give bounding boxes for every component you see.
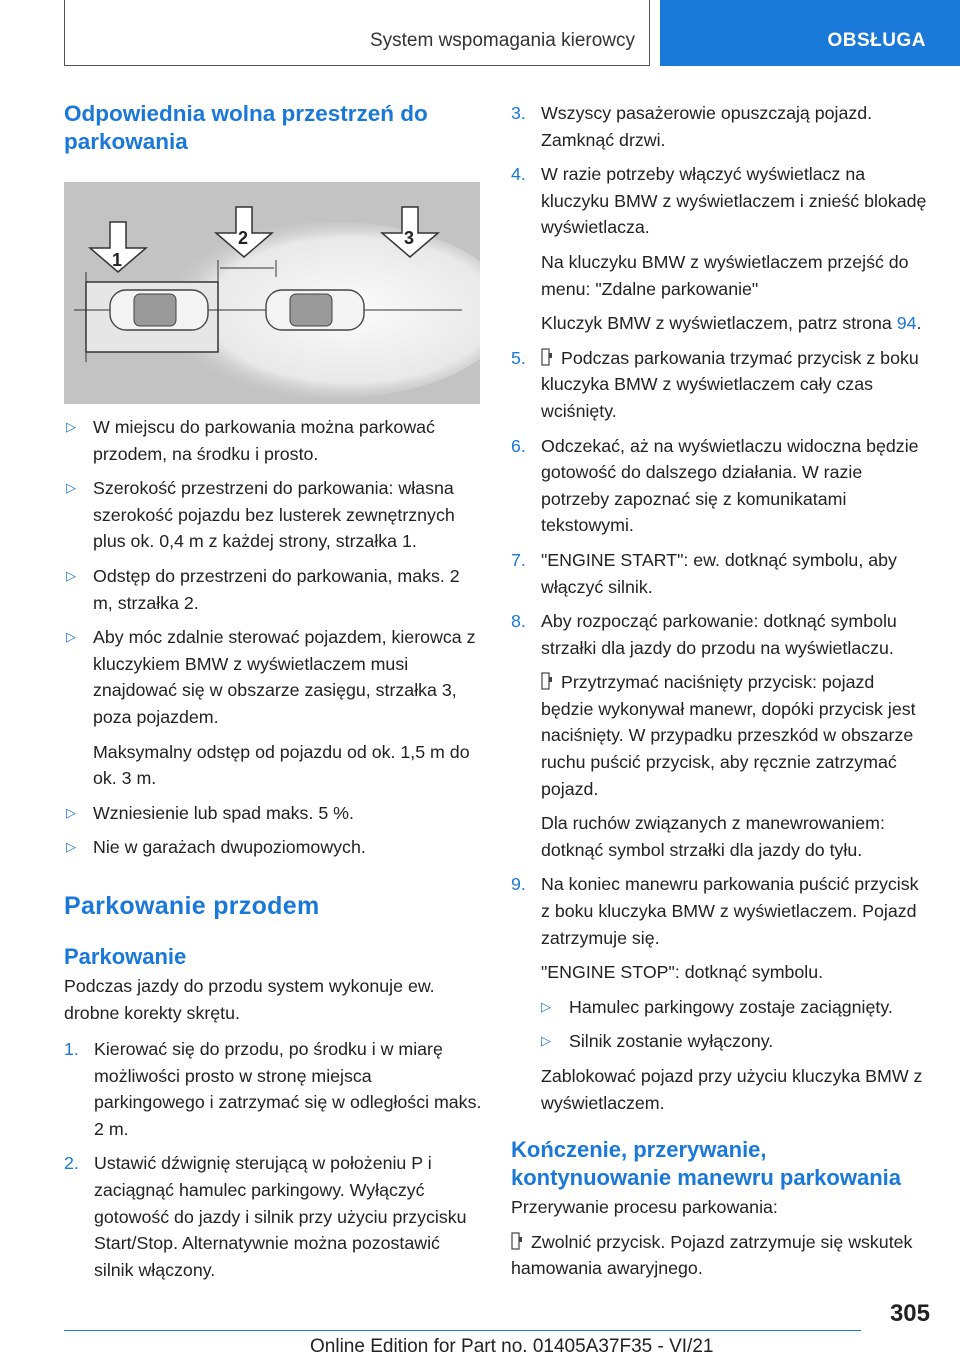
list-item: ▷ Silnik zostanie wyłączony.	[511, 1028, 931, 1055]
car-parked	[110, 290, 208, 330]
key-side-button-icon	[541, 672, 553, 690]
list-item: ▷ Nie w garażach dwupoziomowych.	[64, 834, 482, 861]
arrow-1-label: 1	[112, 250, 123, 270]
list-item: ▷ Szerokość przestrzeni do parkowania: własna szerokość pojazdu bez lusterek zewnętrznych plus ok. 0,4 m z każdej strony, strzałka 1.	[64, 475, 482, 555]
parking-diagram	[64, 182, 480, 404]
key-side-button-icon	[541, 348, 553, 366]
step-detail: Kluczyk BMW z wyświetlaczem, patrz strona 94.	[541, 313, 922, 334]
list-item: ▷ Aby móc zdalnie sterować pojazdem, kierowca z kluczykiem BMW z wyświetlaczem musi znajdować się w obszarze zasięgu, strzałka 3, poza pojazdem.	[64, 624, 482, 730]
section-title-free-space: Odpowiednia wolna przestrzeń do parkowania	[64, 101, 428, 154]
list-item: ▷ Wzniesienie lub spad maks. 5 %.	[64, 800, 482, 827]
footer-divider	[64, 1330, 861, 1331]
intro-text: Podczas jazdy do przodu system wykonuje ew. drobne korekty skrętu.	[64, 975, 435, 1023]
car-approaching	[266, 290, 364, 330]
step-detail: "ENGINE STOP": dotknąć symbolu.	[541, 962, 824, 983]
bullet-marker-icon: ▷	[66, 804, 76, 820]
section-title-finish: Kończenie, przerywanie, kontynuowanie manewru parkowania	[511, 1137, 901, 1191]
header-tab-label: OBSŁUGA	[827, 30, 926, 51]
bullet-marker-icon: ▷	[541, 1033, 551, 1049]
left-column	[64, 100, 482, 1283]
bullet-marker-icon: ▷	[541, 998, 551, 1014]
list-item: ▷ W miejscu do parkowania można parkować przodem, na środku i prosto.	[64, 414, 482, 467]
header-title: System wspomagania kierowcy	[369, 30, 635, 51]
step-item: 3. Wszyscy pasażerowie opuszczają pojazd. Zamknąć drzwi.	[511, 103, 873, 150]
arrow-3-label: 3	[404, 228, 415, 248]
section2-intro: Przerywanie procesu parkowania:	[511, 1197, 778, 1218]
bullet-marker-icon: ▷	[66, 567, 76, 583]
arrow-1	[90, 222, 146, 272]
section2-text: Zwolnić przycisk. Pojazd zatrzymuje się wskutek hamowania awaryjnego.	[511, 1231, 913, 1279]
footer-edition: Online Edition for Part no. 01405A37F35 - VI/21	[310, 1336, 714, 1357]
subsection-title: Parkowanie	[64, 943, 187, 969]
bullet-marker-icon: ▷	[66, 480, 76, 496]
step-item: 6. Odczekać, aż na wyświetlaczu widoczna będzie gotowość do dalszego działania. W razie potrzeby zapoznać się z komunikatami tekstowymi.	[511, 435, 919, 536]
step-item: 9. Na koniec manewru parkowania puścić przycisk z boku kluczyka BMW z wyświetlaczem. Pojazd zatrzymuje się.	[511, 874, 919, 948]
right-column	[511, 100, 931, 1282]
bullet-marker-icon: ▷	[66, 629, 76, 645]
list-item: ▷ Odstęp do przestrzeni do parkowania, maks. 2 m, strzałka 2.	[64, 563, 482, 616]
bullet-marker-icon: ▷	[66, 839, 76, 855]
step-item: 7. "ENGINE START": ew. dotknąć symbolu, aby włączyć silnik.	[511, 549, 897, 597]
arrow-2-label: 2	[238, 228, 249, 248]
step-item: 8. Aby rozpocząć parkowanie: dotknąć symbolu strzałki dla jazdy do przodu na wyświetlaczu.	[511, 611, 897, 658]
step-detail: Przytrzymać naciśnięty przycisk: pojazd będzie wykonywał manewr, dopóki przycisk jest naciśnięty. W przypadku przeszkód w obszarze ruchu puścić przycisk, aby ręcznie zatrzymać pojazd.	[541, 672, 916, 799]
key-side-button-icon	[511, 1232, 523, 1250]
header-frame	[64, 0, 650, 66]
page-number: 305	[889, 1300, 930, 1327]
step-item: 5. Podczas parkowania trzymać przycisk z boku kluczyka BMW z wyświetlaczem cały czas wciśnięty.	[511, 347, 919, 421]
list-item: ▷ Hamulec parkingowy zostaje zaciągnięty.	[511, 994, 931, 1021]
bullet-marker-icon: ▷	[66, 419, 76, 434]
step-item: 2. Ustawić dźwignię sterującą w położeniu P i zaciągnąć hamulec parkingowy. Wyłączyć gotowość do jazdy i silnik przy użyciu przycisku Start/Stop. Alternatywnie można pozostawić silnik włączony.	[64, 1153, 467, 1280]
chapter-title: Parkowanie przodem	[64, 891, 320, 920]
step-item: 1. Kierować się do przodu, po środku i w miarę możliwości prosto w stronę miejsca parkingowego i zatrzymać się w odległości maks. 2 m.	[64, 1039, 482, 1139]
parking-space-illustration	[64, 182, 480, 404]
page-reference-link[interactable]: 94	[896, 313, 917, 334]
list-item-continuation: Maksymalny odstęp od pojazdu od ok. 1,5 m do ok. 3 m.	[93, 741, 470, 789]
step-detail: Na kluczyku BMW z wyświetlaczem przejść do menu: "Zdalne parkowanie"	[541, 251, 909, 299]
step-item: 4. W razie potrzeby włączyć wyświetlacz na kluczyku BMW z wyświetlaczem i znieść blokadę wyświetlacza.	[511, 164, 927, 238]
header-tab-obsluga[interactable]	[660, 0, 960, 66]
step-detail: Dla ruchów związanych z manewrowaniem: dotknąć symbol strzałki dla jazdy do tyłu.	[541, 813, 885, 860]
step-detail: Zablokować pojazd przy użyciu kluczyka BMW z wyświetlaczem.	[541, 1066, 923, 1113]
